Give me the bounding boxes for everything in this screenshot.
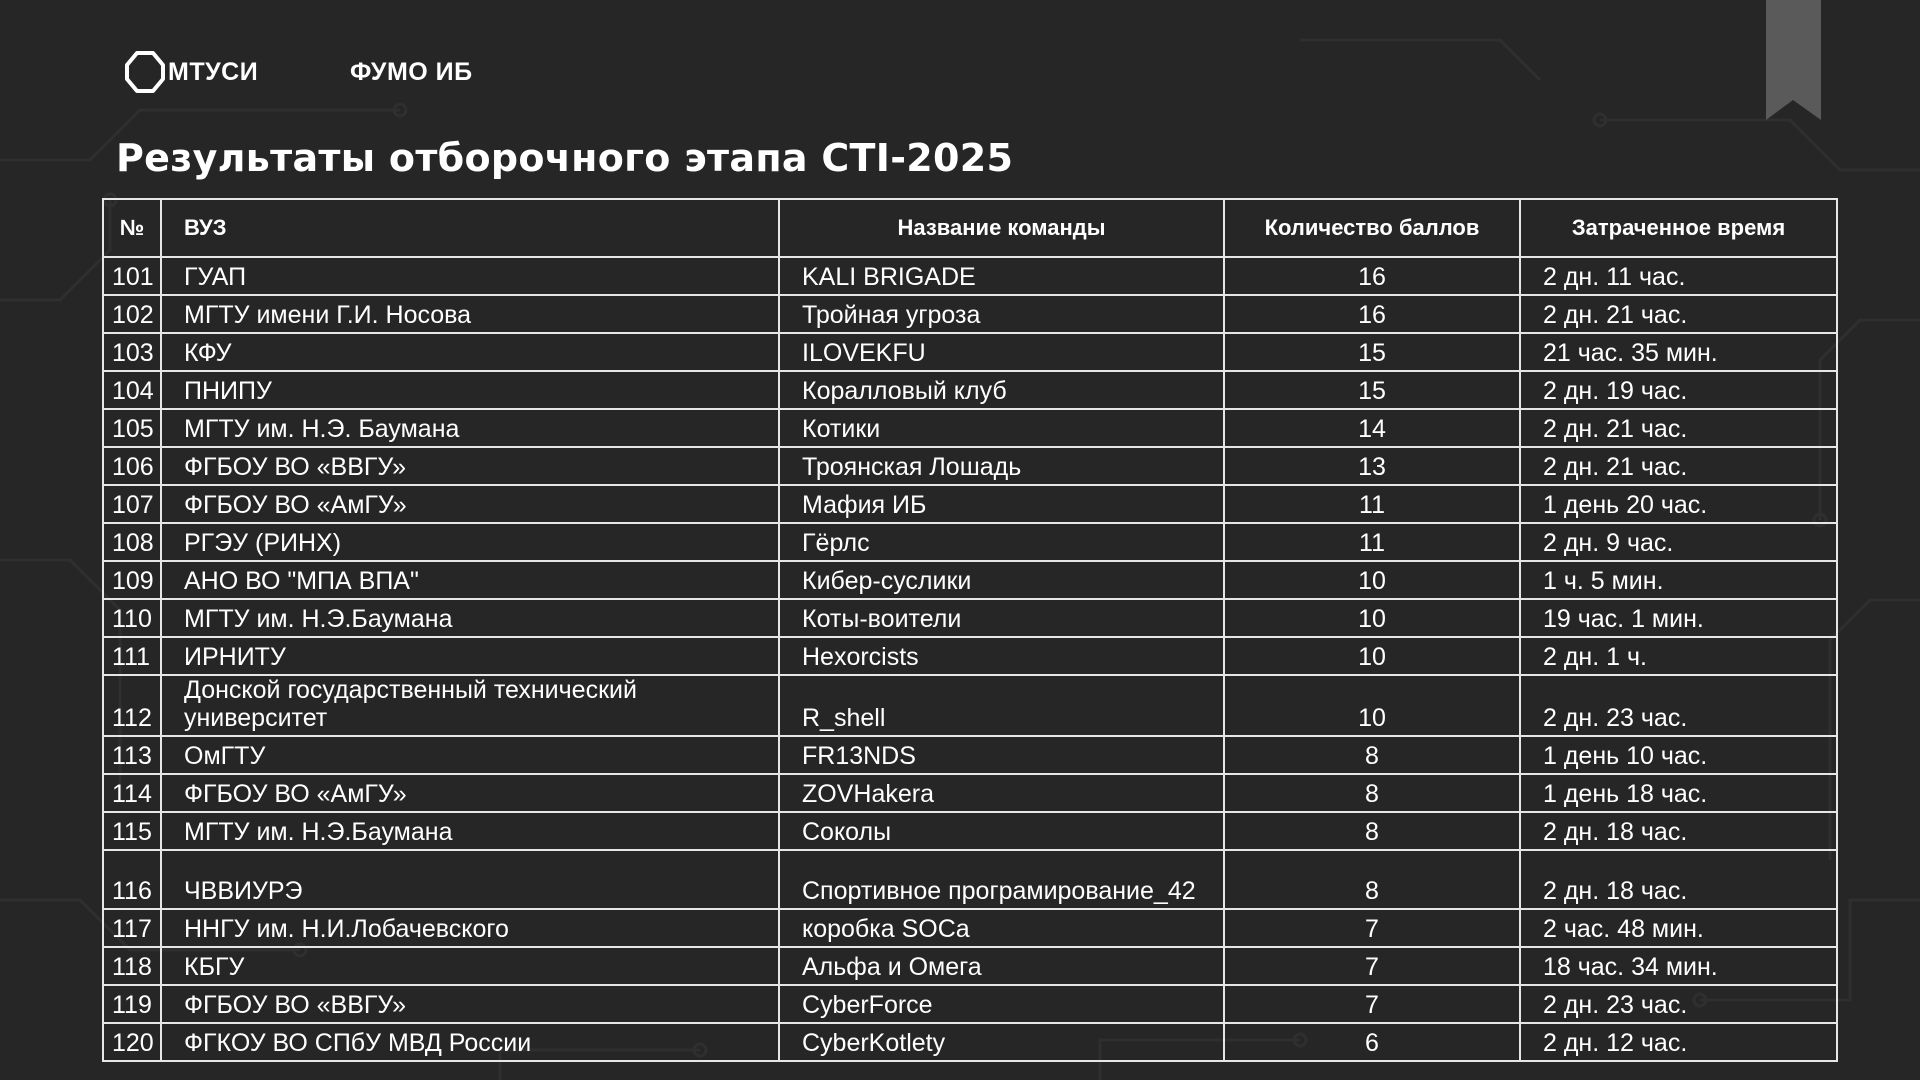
table-row bbox=[103, 985, 1837, 1023]
table-row bbox=[103, 485, 1837, 523]
cell-team: Троянская Лошадь bbox=[779, 447, 1224, 485]
cell-team: CyberForce bbox=[779, 985, 1224, 1023]
cell-time: 2 дн. 21 час. bbox=[1520, 409, 1837, 447]
cell-time: 19 час. 1 мин. bbox=[1520, 599, 1837, 637]
column-header-team: Название команды bbox=[779, 199, 1224, 257]
cell-university: ФГБОУ ВО «ВВГУ» bbox=[161, 447, 779, 485]
cell-number: 106 bbox=[103, 447, 161, 485]
table-row bbox=[103, 812, 1837, 850]
cell-university: МГТУ им. Н.Э. Баумана bbox=[161, 409, 779, 447]
cell-number: 108 bbox=[103, 523, 161, 561]
cell-team: ZOVHakera bbox=[779, 774, 1224, 812]
cell-time: 2 дн. 11 час. bbox=[1520, 257, 1837, 295]
cell-university: ЧВВИУРЭ bbox=[161, 850, 779, 909]
cell-score: 8 bbox=[1224, 850, 1520, 909]
cell-university: ННГУ им. Н.И.Лобачевского bbox=[161, 909, 779, 947]
cell-team: Hexorcists bbox=[779, 637, 1224, 675]
table-row bbox=[103, 561, 1837, 599]
cell-score: 10 bbox=[1224, 561, 1520, 599]
cell-number: 103 bbox=[103, 333, 161, 371]
table-row bbox=[103, 736, 1837, 774]
cell-score: 16 bbox=[1224, 295, 1520, 333]
cell-number: 112 bbox=[103, 675, 161, 736]
cell-team: R_shell bbox=[779, 675, 1224, 736]
cell-score: 11 bbox=[1224, 485, 1520, 523]
table-row bbox=[103, 947, 1837, 985]
cell-score: 16 bbox=[1224, 257, 1520, 295]
cell-score: 11 bbox=[1224, 523, 1520, 561]
bookmark-icon bbox=[1766, 0, 1821, 120]
cell-number: 105 bbox=[103, 409, 161, 447]
cell-time: 2 дн. 1 ч. bbox=[1520, 637, 1837, 675]
table-row bbox=[103, 523, 1837, 561]
cell-team: Коты-воители bbox=[779, 599, 1224, 637]
cell-team: Котики bbox=[779, 409, 1224, 447]
cell-time: 2 дн. 12 час. bbox=[1520, 1023, 1837, 1061]
logo-text: МТУСИ bbox=[168, 57, 259, 86]
cell-time: 2 дн. 21 час. bbox=[1520, 295, 1837, 333]
table-row bbox=[103, 599, 1837, 637]
cell-number: 114 bbox=[103, 774, 161, 812]
cell-university: ФГКОУ ВО СПбУ МВД России bbox=[161, 1023, 779, 1061]
cell-number: 101 bbox=[103, 257, 161, 295]
cell-time: 18 час. 34 мин. bbox=[1520, 947, 1837, 985]
table-row bbox=[103, 257, 1837, 295]
cell-university: ИРНИТУ bbox=[161, 637, 779, 675]
cell-score: 10 bbox=[1224, 599, 1520, 637]
table-row bbox=[103, 774, 1837, 812]
column-header-university: ВУЗ bbox=[161, 199, 779, 257]
cell-number: 107 bbox=[103, 485, 161, 523]
cell-time: 21 час. 35 мин. bbox=[1520, 333, 1837, 371]
cell-time: 1 день 20 час. bbox=[1520, 485, 1837, 523]
cell-university: ФГБОУ ВО «ВВГУ» bbox=[161, 985, 779, 1023]
cell-number: 119 bbox=[103, 985, 161, 1023]
table-row bbox=[103, 637, 1837, 675]
cell-number: 118 bbox=[103, 947, 161, 985]
cell-number: 115 bbox=[103, 812, 161, 850]
cell-number: 117 bbox=[103, 909, 161, 947]
cell-time: 2 дн. 23 час. bbox=[1520, 675, 1837, 736]
cell-university: ФГБОУ ВО «АмГУ» bbox=[161, 774, 779, 812]
cell-score: 14 bbox=[1224, 409, 1520, 447]
cell-team: Спортивное програмирование_42 bbox=[779, 850, 1224, 909]
table-row bbox=[103, 333, 1837, 371]
cell-university: КФУ bbox=[161, 333, 779, 371]
cell-university: ОмГТУ bbox=[161, 736, 779, 774]
org-name: ФУМО ИБ bbox=[350, 58, 473, 86]
cell-time: 2 дн. 18 час. bbox=[1520, 812, 1837, 850]
cell-time: 1 день 18 час. bbox=[1520, 774, 1837, 812]
column-header-score: Количество баллов bbox=[1224, 199, 1520, 257]
mtuci-logo bbox=[122, 50, 258, 94]
column-header-number: № bbox=[103, 199, 161, 257]
cell-team: Тройная угроза bbox=[779, 295, 1224, 333]
cell-score: 7 bbox=[1224, 985, 1520, 1023]
cell-score: 8 bbox=[1224, 812, 1520, 850]
table-row bbox=[103, 850, 1837, 909]
cell-university: ФГБОУ ВО «АмГУ» bbox=[161, 485, 779, 523]
cell-university: КБГУ bbox=[161, 947, 779, 985]
cell-number: 102 bbox=[103, 295, 161, 333]
column-header-time: Затраченное время bbox=[1520, 199, 1837, 257]
table-row bbox=[103, 1023, 1837, 1061]
cell-university: МГТУ им. Н.Э.Баумана bbox=[161, 599, 779, 637]
cell-university: АНО ВО "МПА ВПА" bbox=[161, 561, 779, 599]
cell-time: 2 дн. 19 час. bbox=[1520, 371, 1837, 409]
cell-number: 111 bbox=[103, 637, 161, 675]
cell-time: 1 день 10 час. bbox=[1520, 736, 1837, 774]
cell-score: 15 bbox=[1224, 371, 1520, 409]
cell-score: 8 bbox=[1224, 774, 1520, 812]
cell-team: FR13NDS bbox=[779, 736, 1224, 774]
cell-number: 109 bbox=[103, 561, 161, 599]
cell-score: 7 bbox=[1224, 947, 1520, 985]
cell-time: 2 дн. 18 час. bbox=[1520, 850, 1837, 909]
cell-time: 2 дн. 23 час. bbox=[1520, 985, 1837, 1023]
cell-team: Соколы bbox=[779, 812, 1224, 850]
cell-team: Альфа и Омега bbox=[779, 947, 1224, 985]
cell-score: 13 bbox=[1224, 447, 1520, 485]
cell-team: коробка SOCа bbox=[779, 909, 1224, 947]
cell-university: МГТУ им. Н.Э.Баумана bbox=[161, 812, 779, 850]
table-row bbox=[103, 371, 1837, 409]
cell-score: 10 bbox=[1224, 637, 1520, 675]
cell-score: 7 bbox=[1224, 909, 1520, 947]
results-table bbox=[102, 198, 1838, 1062]
cell-number: 113 bbox=[103, 736, 161, 774]
table-row bbox=[103, 295, 1837, 333]
cell-score: 8 bbox=[1224, 736, 1520, 774]
page-title: Результаты отборочного этапа CTI-2025 bbox=[116, 136, 1014, 180]
cell-number: 110 bbox=[103, 599, 161, 637]
hexagon-logo-icon bbox=[122, 50, 166, 94]
table-row bbox=[103, 409, 1837, 447]
cell-university: РГЭУ (РИНХ) bbox=[161, 523, 779, 561]
cell-university: Донской государственный технический университет bbox=[161, 675, 779, 736]
table-row bbox=[103, 447, 1837, 485]
cell-team: Кибер-суслики bbox=[779, 561, 1224, 599]
cell-score: 15 bbox=[1224, 333, 1520, 371]
cell-team: Гёрлс bbox=[779, 523, 1224, 561]
cell-university: ГУАП bbox=[161, 257, 779, 295]
cell-number: 104 bbox=[103, 371, 161, 409]
table-header-row bbox=[103, 199, 1837, 257]
cell-time: 2 дн. 21 час. bbox=[1520, 447, 1837, 485]
cell-time: 2 дн. 9 час. bbox=[1520, 523, 1837, 561]
cell-university: МГТУ имени Г.И. Носова bbox=[161, 295, 779, 333]
cell-team: CyberKotlety bbox=[779, 1023, 1224, 1061]
cell-team: Коралловый клуб bbox=[779, 371, 1224, 409]
cell-score: 6 bbox=[1224, 1023, 1520, 1061]
cell-team: ILOVEKFU bbox=[779, 333, 1224, 371]
cell-time: 2 час. 48 мин. bbox=[1520, 909, 1837, 947]
table-row bbox=[103, 909, 1837, 947]
cell-team: Мафия ИБ bbox=[779, 485, 1224, 523]
cell-number: 120 bbox=[103, 1023, 161, 1061]
cell-score: 10 bbox=[1224, 675, 1520, 736]
cell-time: 1 ч. 5 мин. bbox=[1520, 561, 1837, 599]
cell-number: 116 bbox=[103, 850, 161, 909]
table-row bbox=[103, 675, 1837, 736]
cell-university: ПНИПУ bbox=[161, 371, 779, 409]
cell-team: KALI BRIGADE bbox=[779, 257, 1224, 295]
